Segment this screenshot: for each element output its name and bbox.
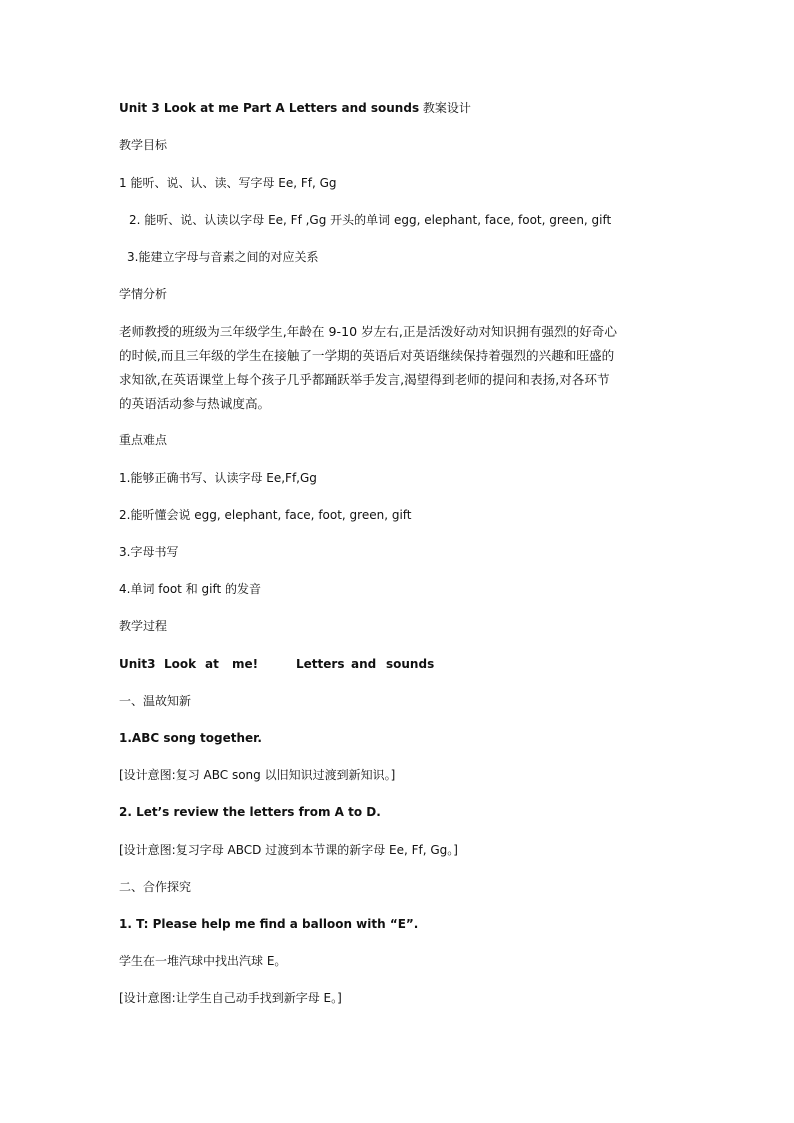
unit-word: at bbox=[205, 657, 219, 671]
unit-word: Letters bbox=[296, 657, 345, 671]
key-point-1: 1.能够正确书写、认读字母 Ee,Ff,Gg bbox=[119, 471, 317, 485]
unit-word: and bbox=[351, 657, 377, 671]
key-point-2: 2.能听懂会说 egg, elephant, face, foot, green, gift bbox=[119, 508, 412, 522]
key-point-4: 4.单词 foot 和 gift 的发音 bbox=[119, 582, 261, 596]
review-step-1-note: [设计意图:复习 ABC song 以旧知识过渡到新知识。] bbox=[119, 768, 396, 782]
review-step-2-note: [设计意图:复习字母 ABCD 过渡到本节课的新字母 Ee, Ff, Gg。] bbox=[119, 843, 458, 857]
unit-word: Look bbox=[164, 657, 197, 671]
review-step-1: 1.ABC song together. bbox=[119, 731, 262, 745]
analysis-line: 的英语活动参与热诚度高。 bbox=[119, 396, 271, 411]
analysis-line: 的时候,而且三年级的学生在接触了一学期的英语后对英语继续保持着强烈的兴趣和旺盛的 bbox=[119, 348, 615, 363]
unit-word: Unit3 bbox=[119, 657, 156, 671]
unit-word: me! bbox=[232, 657, 259, 671]
unit-heading bbox=[119, 655, 434, 673]
explore-step-1: 1. T: Please help me find a balloon with “E”. bbox=[119, 917, 419, 931]
document-title bbox=[119, 99, 471, 117]
section-heading-key-points: 重点难点 bbox=[119, 433, 168, 447]
analysis-paragraph bbox=[119, 320, 681, 416]
unit-word: sounds bbox=[386, 657, 435, 671]
analysis-line: 老师教授的班级为三年级学生,年龄在 9-10 岁左右,正是活泼好动对知识拥有强烈的好奇心 bbox=[119, 324, 617, 339]
title-english: Unit 3 Look at me Part A Letters and sounds bbox=[119, 101, 420, 115]
goal-item-3: 3.能建立字母与音素之间的对应关系 bbox=[127, 250, 319, 264]
goal-item-2: 2. 能听、说、认读以字母 Ee, Ff ,Gg 开头的单词 egg, elephant, face, foot, green, gift bbox=[129, 213, 612, 227]
key-point-3: 3.字母书写 bbox=[119, 545, 179, 559]
explore-step-1-text: 学生在一堆汽球中找出汽球 E。 bbox=[119, 954, 287, 968]
title-chinese: 教案设计 bbox=[422, 101, 471, 115]
section-heading-analysis: 学情分析 bbox=[119, 287, 168, 301]
goal-item-1: 1 能听、说、认、读、写字母 Ee, Ff, Gg bbox=[119, 176, 337, 190]
section-heading-process: 教学过程 bbox=[119, 619, 168, 633]
section-heading-goals: 教学目标 bbox=[119, 138, 168, 152]
part-heading-review: 一、温故知新 bbox=[119, 694, 192, 708]
explore-step-1-note: [设计意图:让学生自己动手找到新字母 E。] bbox=[119, 991, 342, 1005]
review-step-2: 2. Let’s review the letters from A to D. bbox=[119, 805, 381, 819]
analysis-line: 求知欲,在英语课堂上每个孩子几乎都踊跃举手发言,渴望得到老师的提问和表扬,对各环节 bbox=[119, 372, 610, 387]
part-heading-explore: 二、合作探究 bbox=[119, 880, 192, 894]
